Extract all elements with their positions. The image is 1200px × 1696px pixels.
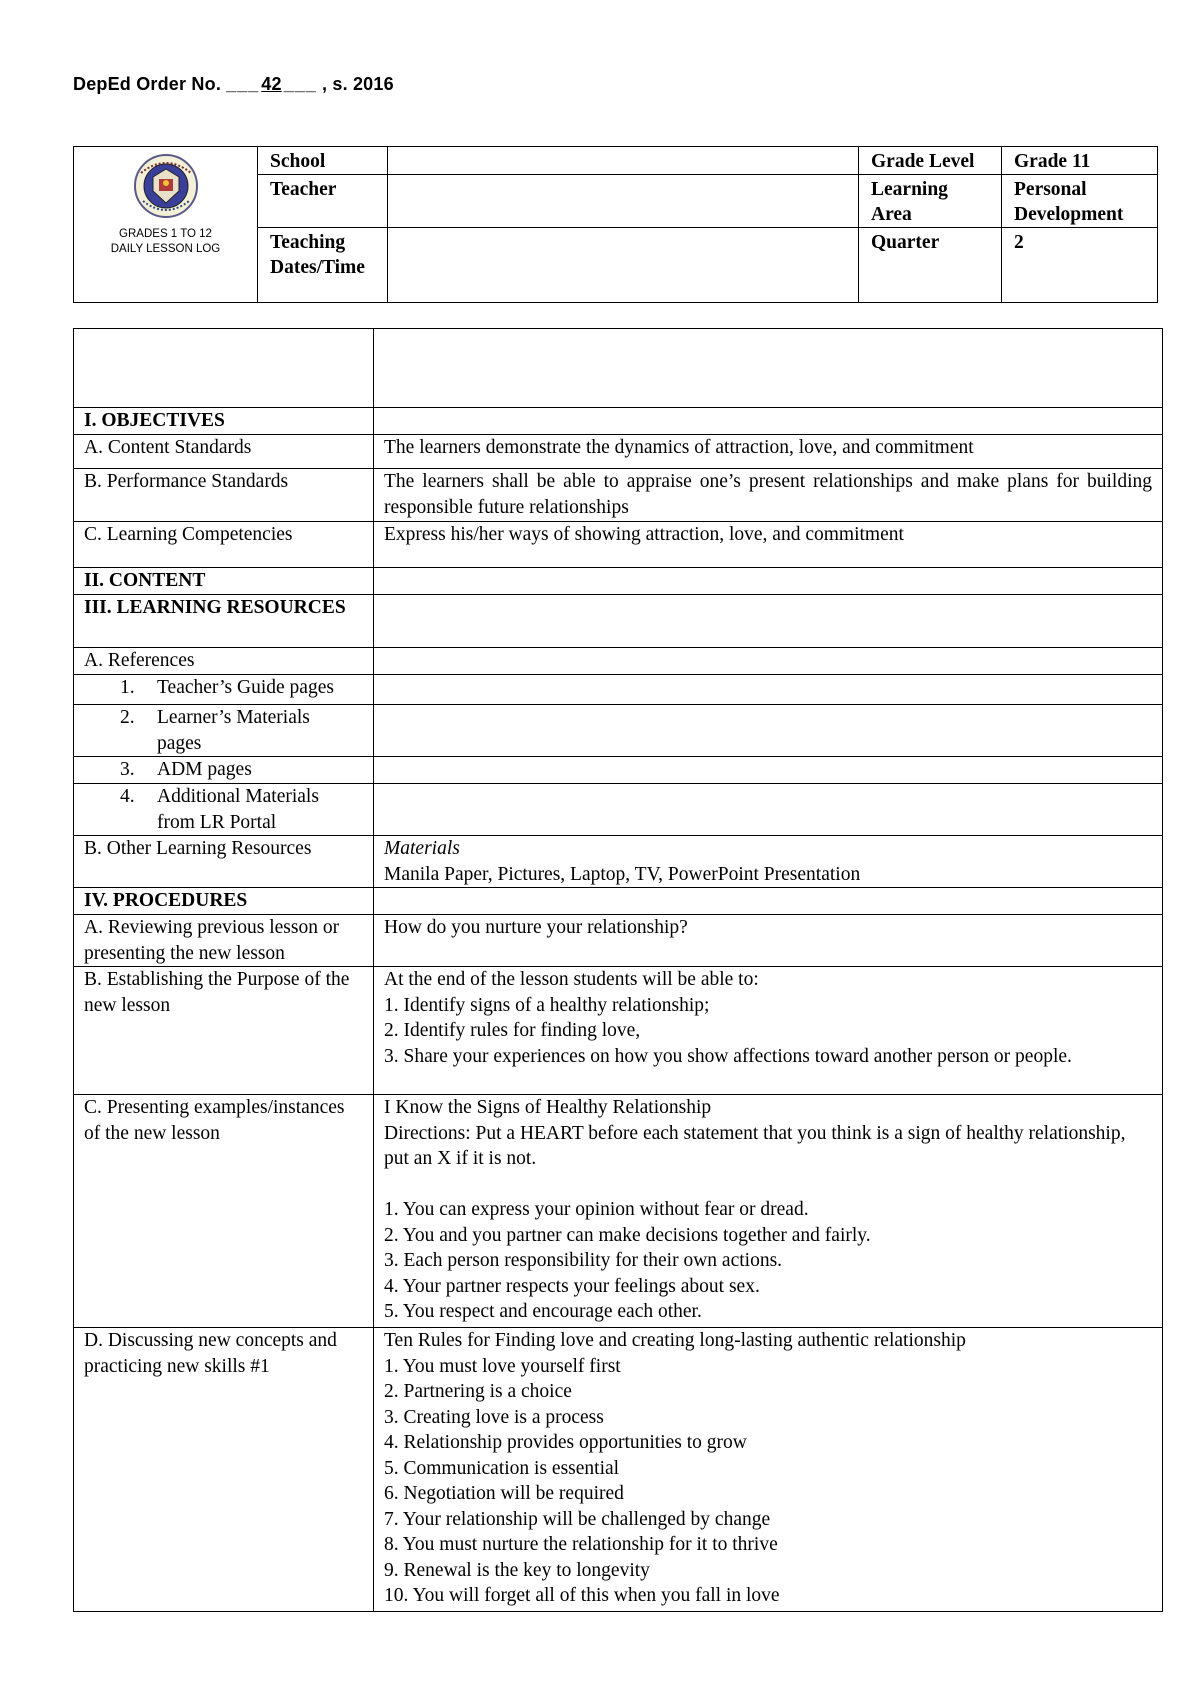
reference-item-num: 3. bbox=[120, 759, 135, 780]
header-table bbox=[73, 146, 1158, 303]
order-suffix: , s. 2016 bbox=[316, 74, 394, 94]
learning-area-label: Learning Area bbox=[859, 175, 1002, 228]
reference-item-num: 2. bbox=[120, 707, 135, 728]
procedure-b-line: 1. Identify signs of a healthy relationship; bbox=[384, 994, 710, 1016]
procedure-d-title: Ten Rules for Finding love and creating long-lasting authentic relationship bbox=[384, 1330, 966, 1351]
reference-item-label: Additional Materials from LR Portal bbox=[157, 786, 319, 833]
reference-item-label: Teacher’s Guide pages bbox=[157, 677, 334, 698]
learning-area-value: Personal Development bbox=[1002, 175, 1158, 228]
procedure-c-title: I Know the Signs of Healthy Relationship bbox=[384, 1097, 712, 1118]
procedure-b-line: 3. Share your experiences on how you show affections toward another person or people. bbox=[384, 1045, 1072, 1067]
references-label: A. References bbox=[74, 648, 374, 675]
grade-level-label: Grade Level bbox=[859, 147, 1002, 175]
procedures-heading: IV. PROCEDURES bbox=[74, 888, 374, 915]
procedure-c-item: 4. Your partner respects your feelings about sex. bbox=[384, 1275, 760, 1297]
reference-item-value bbox=[374, 784, 1163, 836]
reference-item-value bbox=[374, 675, 1163, 705]
order-blank-before: ___ bbox=[226, 74, 260, 94]
content-standards-value: The learners demonstrate the dynamics of attraction, love, and commitment bbox=[374, 435, 1163, 469]
teacher-label: Teacher bbox=[258, 175, 388, 228]
procedure-d-item: 1. You must love yourself first bbox=[384, 1355, 621, 1377]
competencies-value: Express his/her ways of showing attraction, love, and commitment bbox=[374, 522, 1163, 568]
procedure-c-item: 1. You can express your opinion without fear or dread. bbox=[384, 1199, 809, 1220]
performance-standards-label: B. Performance Standards bbox=[74, 469, 374, 522]
resources-heading-value bbox=[374, 595, 1163, 648]
order-number: 42 bbox=[261, 74, 282, 94]
logo-cell bbox=[74, 147, 258, 303]
procedure-c-value bbox=[374, 1095, 1163, 1328]
content-value bbox=[374, 568, 1163, 595]
lesson-table bbox=[73, 328, 1163, 1612]
log-label bbox=[78, 227, 253, 257]
procedure-b-value bbox=[374, 967, 1163, 1095]
reference-item-num: 4. bbox=[120, 786, 135, 807]
procedure-b-line: 2. Identify rules for finding love, bbox=[384, 1020, 641, 1041]
other-resources-value bbox=[374, 836, 1163, 888]
procedure-b-label: B. Establishing the Purpose of the new lesson bbox=[74, 967, 374, 1095]
procedure-d-value bbox=[374, 1328, 1163, 1612]
procedure-d-item: 9. Renewal is the key to longevity bbox=[384, 1559, 650, 1581]
teacher-field[interactable] bbox=[388, 175, 859, 228]
procedure-d-item: 8. You must nurture the relationship for it to thrive bbox=[384, 1534, 778, 1555]
procedure-c-directions: Directions: Put a HEART before each statement that you think is a sign of healthy relationship, put an X if it is not. bbox=[384, 1122, 1126, 1169]
reference-item-num: 1. bbox=[120, 677, 135, 698]
procedure-d-item: 2. Partnering is a choice bbox=[384, 1381, 572, 1402]
order-blank-after: ___ bbox=[283, 74, 317, 94]
reference-item-label: ADM pages bbox=[157, 759, 252, 780]
performance-standards-value: The learners shall be able to appraise one’s present relationships and make plans for building responsible future relationships bbox=[374, 469, 1163, 522]
procedure-a-label: A. Reviewing previous lesson or presenting the new lesson bbox=[74, 915, 374, 967]
resources-heading: III. LEARNING RESOURCES bbox=[74, 595, 374, 648]
deped-order-line bbox=[73, 74, 394, 95]
quarter-label: Quarter bbox=[859, 228, 1002, 303]
content-standards-label: A. Content Standards bbox=[74, 435, 374, 469]
procedure-d-label: D. Discussing new concepts and practicing new skills #1 bbox=[74, 1328, 374, 1612]
blank-top-right bbox=[374, 329, 1163, 408]
grade-level-value: Grade 11 bbox=[1002, 147, 1158, 175]
procedure-d-item: 10. You will forget all of this when you fall in love bbox=[384, 1585, 780, 1606]
procedure-c-item: 2. You and you partner can make decisions together and fairly. bbox=[384, 1224, 871, 1246]
procedure-d-item: 5. Communication is essential bbox=[384, 1457, 620, 1479]
log-label-line2: DAILY LESSON LOG bbox=[110, 243, 221, 255]
order-prefix: DepEd Order No. bbox=[73, 74, 227, 94]
objectives-heading: I. OBJECTIVES bbox=[74, 408, 374, 435]
dates-label: Teaching Dates/Time bbox=[258, 228, 388, 303]
school-label: School bbox=[258, 147, 388, 175]
blank-top-left bbox=[74, 329, 374, 408]
spacer bbox=[384, 1172, 1152, 1198]
procedure-a-value: How do you nurture your relationship? bbox=[374, 915, 1163, 967]
school-field[interactable] bbox=[388, 147, 859, 175]
competencies-label: C. Learning Competencies bbox=[74, 522, 374, 568]
deped-seal-icon bbox=[127, 153, 205, 219]
reference-item-label: Learner’s Materials pages bbox=[157, 707, 310, 754]
content-heading: II. CONTENT bbox=[74, 568, 374, 595]
other-resources-label: B. Other Learning Resources bbox=[74, 836, 374, 888]
procedure-c-item: 3. Each person responsibility for their own actions. bbox=[384, 1250, 783, 1271]
reference-item bbox=[74, 675, 374, 705]
procedure-d-item: 4. Relationship provides opportunities to grow bbox=[384, 1432, 747, 1453]
procedures-heading-value bbox=[374, 888, 1163, 915]
dates-field[interactable] bbox=[388, 228, 859, 303]
materials-list: Manila Paper, Pictures, Laptop, TV, PowerPoint Presentation bbox=[384, 863, 861, 885]
procedure-c-item: 5. You respect and encourage each other. bbox=[384, 1301, 702, 1322]
procedure-b-line: At the end of the lesson students will be able to: bbox=[384, 969, 759, 990]
procedure-c-label: C. Presenting examples/instances of the new lesson bbox=[74, 1095, 374, 1328]
reference-item-value bbox=[374, 705, 1163, 757]
reference-item bbox=[74, 784, 374, 836]
reference-item bbox=[74, 705, 374, 757]
reference-item bbox=[74, 757, 374, 784]
materials-title: Materials bbox=[384, 838, 460, 859]
reference-item-value bbox=[374, 757, 1163, 784]
log-label-line1: GRADES 1 TO 12 bbox=[119, 228, 212, 240]
procedure-d-item: 6. Negotiation will be required bbox=[384, 1483, 624, 1504]
procedure-d-item: 3. Creating love is a process bbox=[384, 1406, 604, 1428]
references-value bbox=[374, 648, 1163, 675]
quarter-value: 2 bbox=[1002, 228, 1158, 303]
objectives-heading-value bbox=[374, 408, 1163, 435]
procedure-d-item: 7. Your relationship will be challenged by change bbox=[384, 1508, 771, 1530]
